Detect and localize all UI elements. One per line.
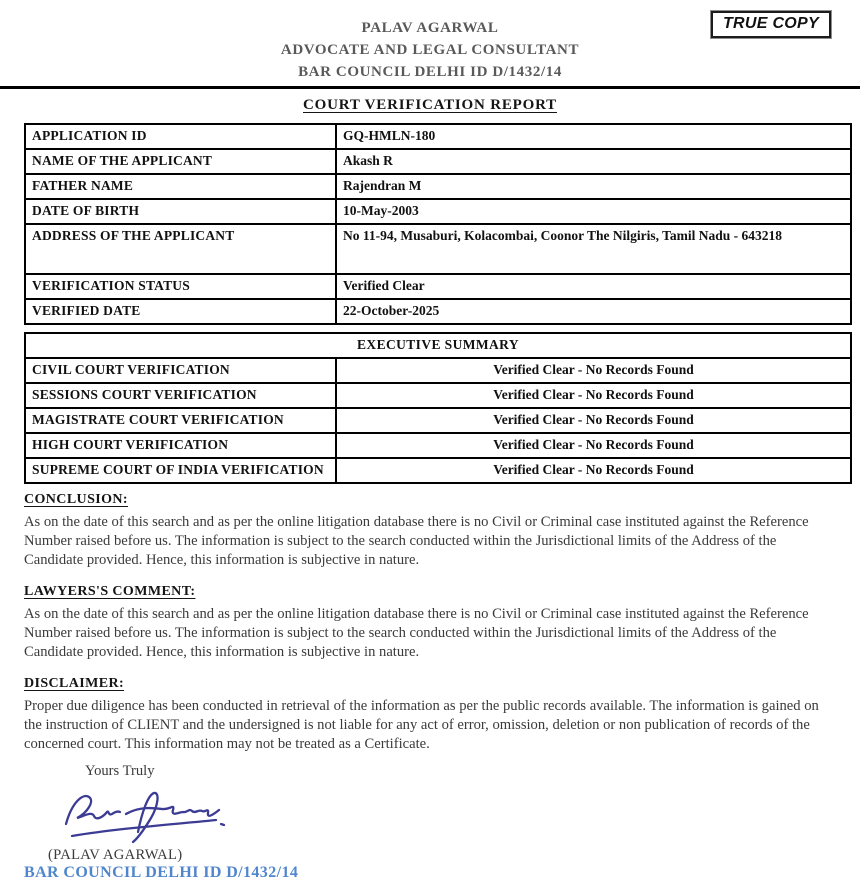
- row-label: APPLICATION ID: [25, 124, 336, 149]
- row-value: Verified Clear - No Records Found: [336, 433, 851, 458]
- salutation: Yours Truly: [85, 763, 155, 779]
- applicant-details-table: [24, 123, 852, 325]
- disclaimer-text: Proper due diligence has been conducted in retrieval of the information as per the public records available. The information is gained on the instruction of CLIENT and the undersigned is not liable for any act of error, omission, deletion or non publication of records of the concerned court. This information may not be treated as a Certificate.: [24, 698, 819, 752]
- conclusion-section: [24, 492, 852, 570]
- table-row: [25, 199, 851, 224]
- table-row: [25, 358, 851, 383]
- table-header-row: [25, 333, 851, 358]
- row-value: Verified Clear - No Records Found: [336, 458, 851, 483]
- signatory-name: (PALAV AGARWAL): [48, 847, 183, 863]
- bar-council-id-line: BAR COUNCIL DELHI ID D/1432/14: [24, 864, 299, 881]
- disclaimer-section: [24, 676, 852, 754]
- true-copy-stamp: TRUE COPY: [711, 11, 831, 38]
- table-row: [25, 458, 851, 483]
- row-label: ADDRESS OF THE APPLICANT: [25, 224, 336, 274]
- row-value: Verified Clear: [336, 274, 851, 299]
- row-label: SUPREME COURT OF INDIA VERIFICATION: [25, 458, 336, 483]
- row-label: VERIFICATION STATUS: [25, 274, 336, 299]
- table-row: [25, 224, 851, 274]
- row-value: Verified Clear - No Records Found: [336, 358, 851, 383]
- advocate-name: PALAV AGARWAL: [361, 20, 499, 36]
- table-row: [25, 383, 851, 408]
- executive-summary-table: [24, 332, 852, 484]
- row-label: FATHER NAME: [25, 174, 336, 199]
- row-value: 10-May-2003: [336, 199, 851, 224]
- row-label: DATE OF BIRTH: [25, 199, 336, 224]
- row-label: MAGISTRATE COURT VERIFICATION: [25, 408, 336, 433]
- row-value: Verified Clear - No Records Found: [336, 408, 851, 433]
- row-label: HIGH COURT VERIFICATION: [25, 433, 336, 458]
- page-title: COURT VERIFICATION REPORT: [303, 97, 557, 113]
- table-row: [25, 299, 851, 324]
- row-value: 22-October-2025: [336, 299, 851, 324]
- row-label: CIVIL COURT VERIFICATION: [25, 358, 336, 383]
- executive-summary-title: EXECUTIVE SUMMARY: [25, 333, 851, 358]
- lawyers-comment-heading: LAWYERS'S COMMENT:: [24, 584, 196, 599]
- row-value: Akash R: [336, 149, 851, 174]
- report-body: [24, 123, 852, 882]
- lawyers-comment-text: As on the date of this search and as per the online litigation database there is no Civil or Criminal case instituted against the Reference Number raised before us. The information is subject to the search conducted within the Jurisdictional limits of the Address of the Candidate provided. Hence, this information is subjective in nature.: [24, 606, 809, 660]
- conclusion-text: As on the date of this search and as per the online litigation database there is no Civil or Criminal case instituted against the Reference Number raised before us. The information is subject to the search conducted within the Jurisdictional limits of the Address of the Candidate provided. Hence, this information is subjective in nature.: [24, 514, 809, 568]
- row-value: Verified Clear - No Records Found: [336, 383, 851, 408]
- table-row: [25, 124, 851, 149]
- advocate-bar-id: BAR COUNCIL DELHI ID D/1432/14: [298, 64, 562, 80]
- table-row: [25, 408, 851, 433]
- palav-agarwal-signature-icon: [58, 784, 852, 846]
- lawyers-comment-section: [24, 584, 852, 662]
- row-label: VERIFIED DATE: [25, 299, 336, 324]
- disclaimer-heading: DISCLAIMER:: [24, 676, 125, 691]
- advocate-role: ADVOCATE AND LEGAL CONSULTANT: [280, 42, 580, 58]
- header-divider: [0, 86, 860, 89]
- conclusion-heading: CONCLUSION:: [24, 492, 128, 507]
- row-label: SESSIONS COURT VERIFICATION: [25, 383, 336, 408]
- table-row: [25, 274, 851, 299]
- row-label: NAME OF THE APPLICANT: [25, 149, 336, 174]
- row-value: No 11-94, Musaburi, Kolacombai, Coonor The Nilgiris, Tamil Nadu - 643218: [336, 224, 851, 274]
- table-row: [25, 174, 851, 199]
- table-row: [25, 433, 851, 458]
- row-value: Rajendran M: [336, 174, 851, 199]
- table-row: [25, 149, 851, 174]
- row-value: GQ-HMLN-180: [336, 124, 851, 149]
